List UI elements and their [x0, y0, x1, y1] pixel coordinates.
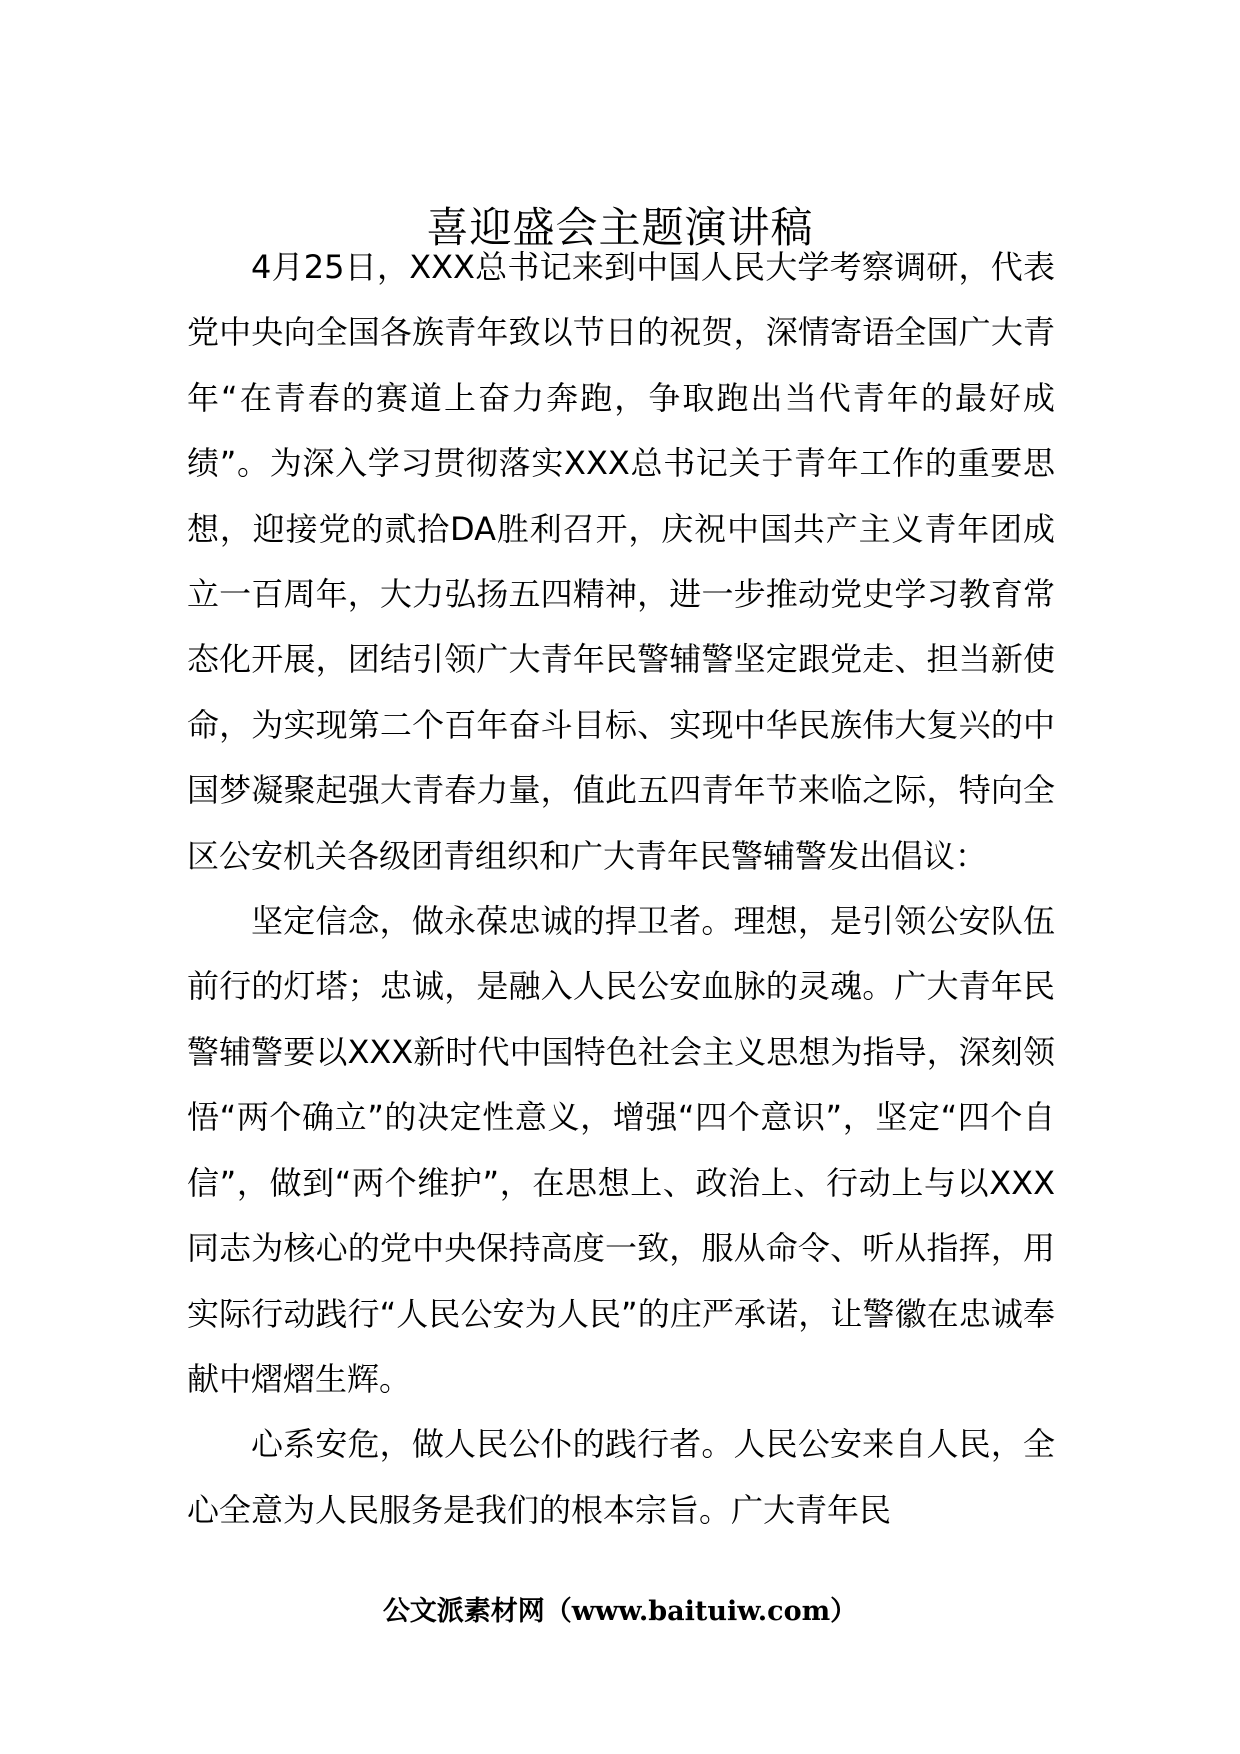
paragraph-1: 4月25日，XXX总书记来到中国人民大学考察调研，代表党中央向全国各族青年致以节日的祝贺，深情寄语全国广大青年“在青春的赛道上奋力奔跑，争取跑出当代青年的最好成绩”。为深入学习贯彻落实XXX总书记关于青年工作的重要思想，迎接党的贰拾DA胜利召开，庆祝中国共产主义青年团成立一百周年，大力弘扬五四精神，进一步推动党史学习教育常态化开展，团结引领广大青年民警辅警坚定跟党走、担当新使命，为实现第二个百年奋斗目标、实现中华民族伟大复兴的中国梦凝聚起强大青春力量，值此五四青年节来临之际，特向全区公安机关各级团青组织和广大青年民警辅警发出倡议： [187, 248, 1055, 875]
paragraph-3: 心系安危，做人民公仆的践行者。人民公安来自人民，全心全意为人民服务是我们的根本宗旨。广大青年民 [187, 1425, 1055, 1529]
paragraph-2: 坚定信念，做永葆忠诚的捍卫者。理想，是引领公安队伍前行的灯塔；忠诚，是融入人民公安血脉的灵魂。广大青年民警辅警要以XXX新时代中国特色社会主义思想为指导，深刻领悟“两个确立”的决定性意义，增强“四个意识”，坚定“四个自信”，做到“两个维护”，在思想上、政治上、行动上与以XXX同志为核心的党中央保持高度一致，服从命令、听从指挥，用实际行动践行“人民公安为人民”的庄严承诺，让警徽在忠诚奉献中熠熠生辉。 [187, 902, 1055, 1398]
footer-watermark: 公文派素材网（www.baituiw.com） [382, 1596, 858, 1627]
document-title: 喜迎盛会主题演讲稿 [426, 203, 814, 253]
document-body [187, 235, 1055, 1543]
